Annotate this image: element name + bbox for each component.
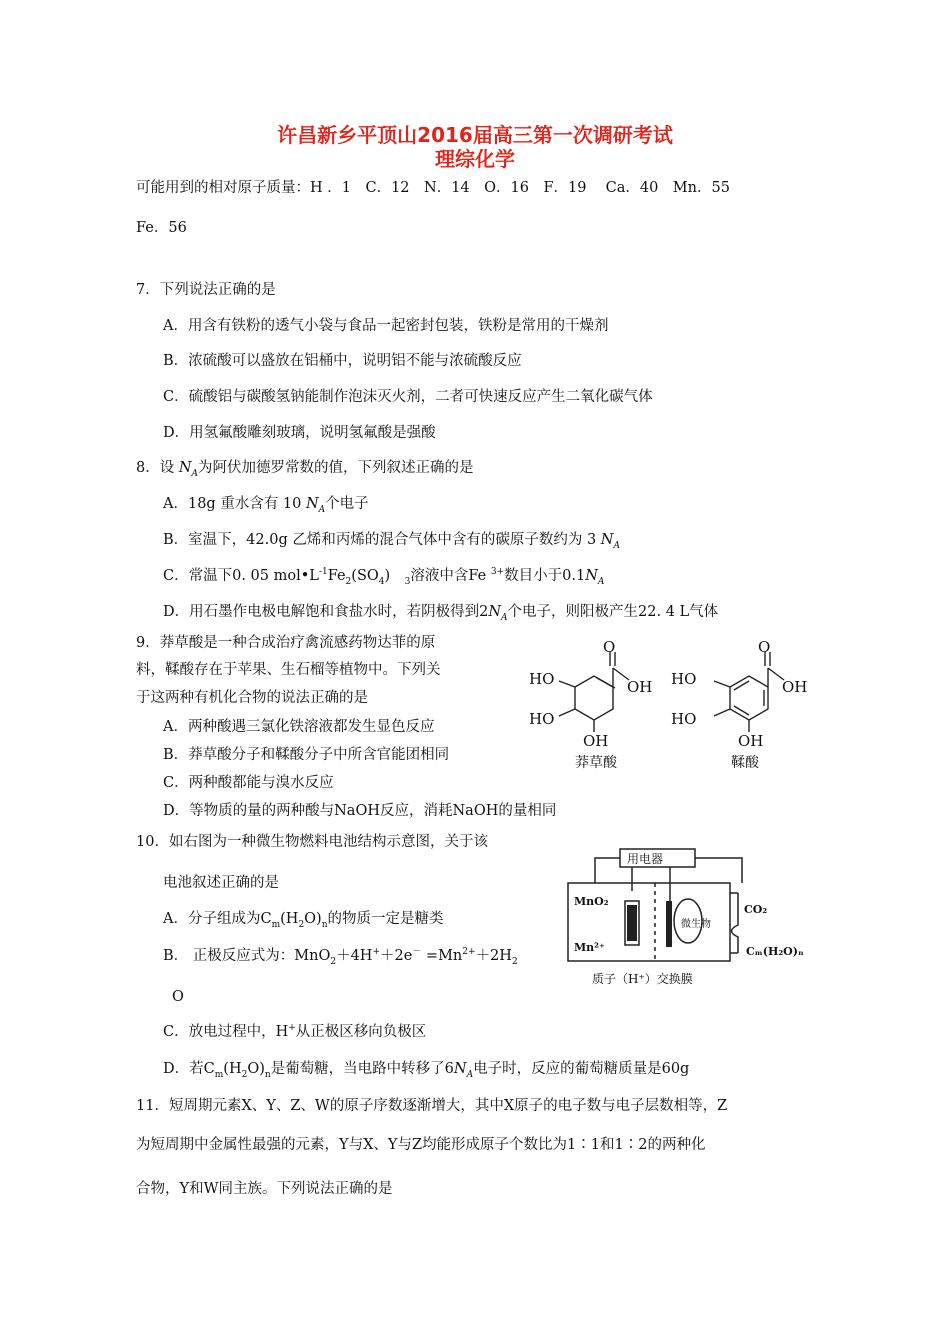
q9-line2: 料，鞣酸存在于苹果、生石榴等植物中。下列关 — [136, 662, 441, 678]
outlet-path — [732, 893, 739, 953]
q10-option-b-cont: O — [172, 989, 184, 1005]
atomic-masses-line2: Fe．56 — [136, 220, 187, 236]
q10-fuel-cell-figure — [560, 843, 820, 993]
svg-text:HO: HO — [671, 710, 697, 728]
exam-title: 许昌新乡平顶山2016届高三第一次调研考试 — [277, 123, 673, 147]
device-label: 用电器 — [627, 852, 664, 866]
q10-line1: 10．如右图为一种微生物燃料电池结构示意图，关于该 — [136, 834, 488, 850]
microbe-label: 微生物 — [681, 919, 711, 930]
q8-option-b: B．室温下，42.0g 乙烯和丙烯的混合气体中含有的碳原子数约为 3 $N_A$ — [163, 532, 620, 551]
q11-line2: 为短周期中金属性最强的元素，Y与X、Y与Z均能形成原子个数比为1∶1和1∶2的两种化 — [136, 1137, 706, 1153]
anode-electrode — [666, 901, 672, 947]
svg-text:OH: OH — [627, 678, 653, 696]
shikimic-ring — [575, 676, 613, 720]
svg-text:OH: OH — [738, 732, 764, 750]
q10-option-d: D．若$C_m(H_2O)_n$是葡萄糖，当电路中转移了$6N_A$电子时，反应的葡萄糖质量是60g — [163, 1061, 690, 1080]
q9-line3: 于这两种有机化合物的说法正确的是 — [136, 690, 368, 706]
svg-text:HO: HO — [671, 670, 697, 688]
q11-line1: 11．短周期元素X、Y、Z、W的原子序数逐渐增大，其中X原子的电子数与电子层数相等，Z — [136, 1098, 728, 1114]
shikimic-double-bond — [597, 678, 615, 688]
membrane-label: 质子（H⁺）交换膜 — [592, 972, 693, 986]
q9-option-b: B．莽草酸分子和鞣酸分子中所含官能团相同 — [163, 747, 450, 763]
q7-option-b: B．浓硫酸可以盛放在铝桶中，说明铝不能与浓硫酸反应 — [163, 353, 522, 369]
q10-option-a: A．分子组成为$C_m(H_2O)_n$的物质一定是糖类 — [163, 911, 444, 930]
svg-text:HO: HO — [529, 710, 555, 728]
q8-option-a: A．18g 重水含有 10 $N_A$个电子 — [163, 496, 369, 515]
q8-stem: 8．设 $N_A$为阿伏加德罗常数的值，下列叙述正确的是 — [136, 460, 474, 479]
q9-option-d: D．等物质的量的两种酸与NaOH反应，消耗NaOH的量相同 — [163, 803, 557, 819]
mno2-electrode-fill — [627, 905, 637, 941]
svg-text:O: O — [603, 640, 616, 656]
q11-line3: 合物，Y和W同主族。下列说法正确的是 — [136, 1181, 393, 1197]
q10-option-c: C．放电过程中，H+从正极区移向负极区 — [163, 1023, 427, 1040]
q9-option-a: A．两种酸遇三氯化铁溶液都发生显色反应 — [163, 719, 435, 735]
svg-text:Cₘ(H₂O)ₙ: Cₘ(H₂O)ₙ — [746, 945, 804, 958]
q8-option-d: D．用石墨作电极电解饱和食盐水时，若阴极得到$2N_A$个电子，则阳极产生22. 4 L气体 — [163, 604, 719, 623]
svg-text:O: O — [758, 640, 771, 656]
q10-option-b: B． 正极反应式为：$MnO_2+4H^++2e^- =Mn^{2+}+2H_2$ — [163, 947, 518, 967]
atomic-masses-line1: 可能用到的相对原子质量：H ．1 C．12 N．14 O．16 F．19 Ca．40 Mn．55 — [136, 180, 730, 196]
svg-text:OH: OH — [782, 678, 808, 696]
q10-line2: 电池叙述正确的是 — [163, 875, 279, 891]
svg-text:HO: HO — [529, 670, 555, 688]
exam-subtitle: 理综化学 — [435, 147, 515, 171]
tannic-ring — [730, 676, 768, 720]
q7-option-c: C．硫酸铝与碳酸氢钠能制作泡沫灭火剂，二者可快速反应产生二氧化碳气体 — [163, 389, 653, 405]
q9-option-c: C．两种酸都能与溴水反应 — [163, 775, 334, 791]
svg-text:CO₂: CO₂ — [744, 903, 768, 916]
q7-stem: 7．下列说法正确的是 — [136, 282, 276, 298]
shikimic-label: 莽草酸 — [575, 755, 617, 771]
q7-option-a: A．用含有铁粉的透气小袋与食品一起密封包装，铁粉是常用的干燥剂 — [163, 318, 609, 334]
svg-text:MnO₂: MnO₂ — [574, 895, 609, 908]
q7-option-d: D．用氢氟酸雕刻玻璃，说明氢氟酸是强酸 — [163, 425, 436, 441]
q8-option-c: C．常温下0. 05 $mol•L^{-1}Fe_2(SO_4)$ $_3$溶液中含Fe $^{3+}$数目小于$0.1N_A$ — [163, 567, 605, 587]
tannic-label: 鞣酸 — [731, 755, 759, 771]
q9-line1: 9．莽草酸是一种合成治疗禽流感药物达菲的原 — [136, 635, 436, 651]
q9-structures-figure — [505, 640, 825, 775]
svg-text:OH: OH — [583, 732, 609, 750]
svg-text:Mn²⁺: Mn²⁺ — [574, 941, 605, 954]
